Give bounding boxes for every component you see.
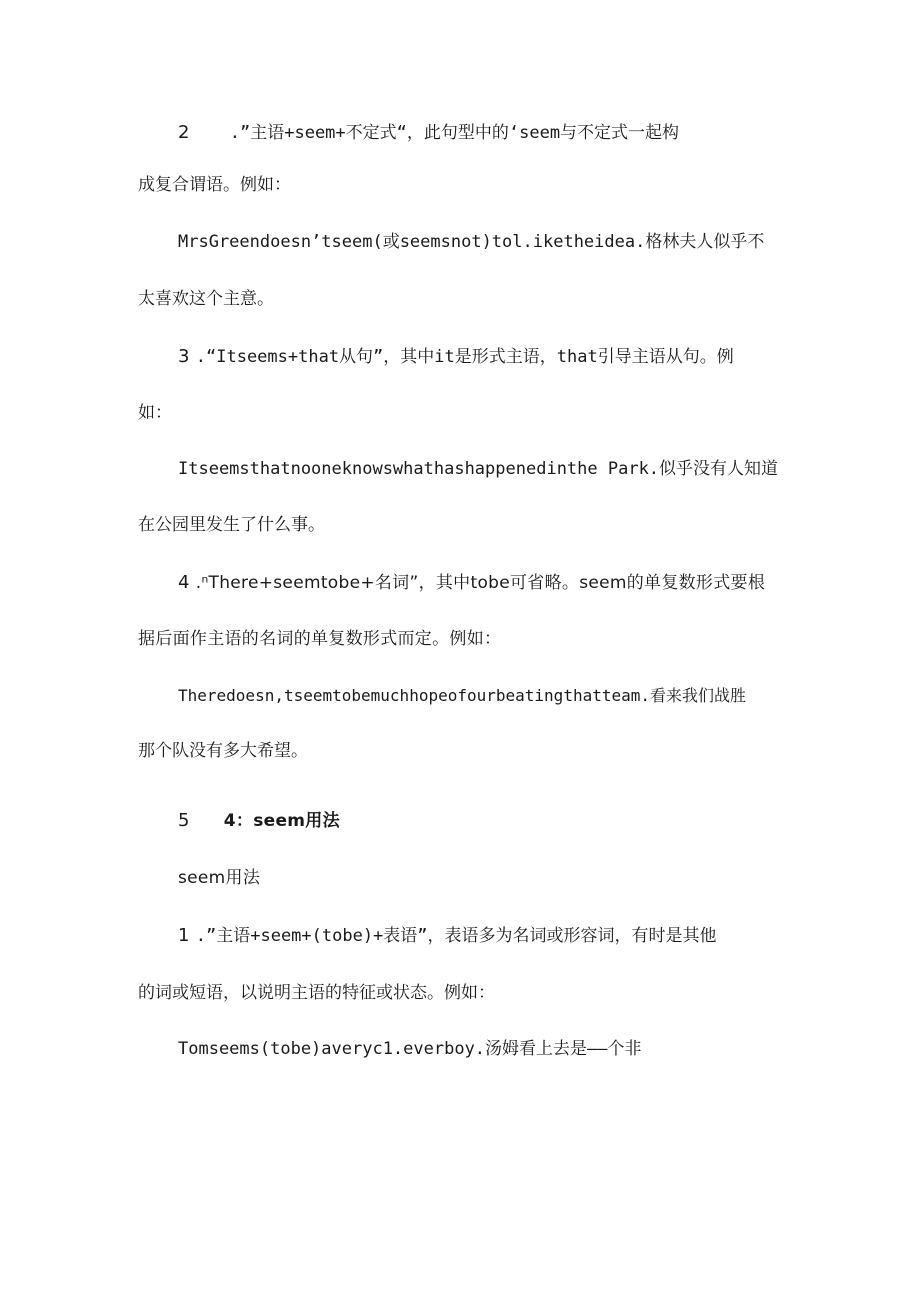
heading-text: 4：seem用法 <box>223 811 340 831</box>
paragraph-text: .ⁿThere+seemtobe+名词”，其中tobe可省略。seem的单复数形式要根 <box>195 573 766 593</box>
paragraph-text: .“Itseems+that从句”，其中it是形式主语，that引导主语从句。例 <box>195 347 734 367</box>
paragraph-text: .”主语+seem+(tobe)+表语”，表语多为名词或形容词，有时是其他 <box>195 926 717 946</box>
list-item-1-line-1 <box>178 924 717 948</box>
example-text: Tomseems(tobe)averyc1.everboy.汤姆看上去是——个非 <box>178 1039 642 1059</box>
example-translation: 那个队没有多大希望。 <box>138 741 308 761</box>
list-number: 4 <box>178 572 190 593</box>
example-text: Theredoesn,tseemtobemuchhopeofourbeatingthatteam.看来我们战胜 <box>178 686 747 705</box>
example-translation: 在公园里发生了什么事。 <box>138 515 325 535</box>
list-item-2-line-1 <box>178 121 679 145</box>
example-sentence-1-line-2 <box>138 287 274 311</box>
example-sentence-2-line-2 <box>138 513 325 537</box>
section-heading <box>178 809 340 833</box>
example-sentence-3-line-2 <box>138 739 308 763</box>
example-translation: 太喜欢这个主意。 <box>138 289 274 309</box>
subheading <box>178 866 260 890</box>
example-sentence-2-line-1 <box>178 457 778 481</box>
example-sentence-4 <box>178 1037 642 1061</box>
list-number: 1 <box>178 925 190 946</box>
subheading-text: seem用法 <box>178 868 261 888</box>
list-item-4-line-2 <box>138 627 501 651</box>
paragraph-text: 成复合谓语。例如： <box>138 175 291 195</box>
list-number: 3 <box>178 346 190 367</box>
example-text: Itseemsthatnooneknowswhathashappenedinthe Park.似乎没有人知道 <box>178 459 779 479</box>
list-item-2-line-2 <box>138 173 291 197</box>
list-item-3-line-1 <box>178 345 734 369</box>
paragraph-text: .”主语+seem+不定式“，此句型中的‘seem与不定式一起构 <box>229 123 680 143</box>
heading-number: 5 <box>178 810 190 831</box>
paragraph-text: 据后面作主语的名词的单复数形式而定。例如： <box>138 629 502 649</box>
example-sentence-1-line-1 <box>178 230 764 254</box>
paragraph-text: 如： <box>138 403 172 423</box>
example-sentence-3-line-1 <box>178 684 746 708</box>
list-item-3-line-2 <box>138 401 172 425</box>
list-item-4-line-1 <box>178 571 765 595</box>
paragraph-text: 的词或短语，以说明主语的特征或状态。例如： <box>138 983 495 1003</box>
list-number: 2 <box>178 122 190 143</box>
example-text: MrsGreendoesn’tseem(或seemsnot)tol.iketheidea.格林夫人似乎不 <box>178 232 765 252</box>
list-item-1-line-2 <box>138 981 495 1005</box>
